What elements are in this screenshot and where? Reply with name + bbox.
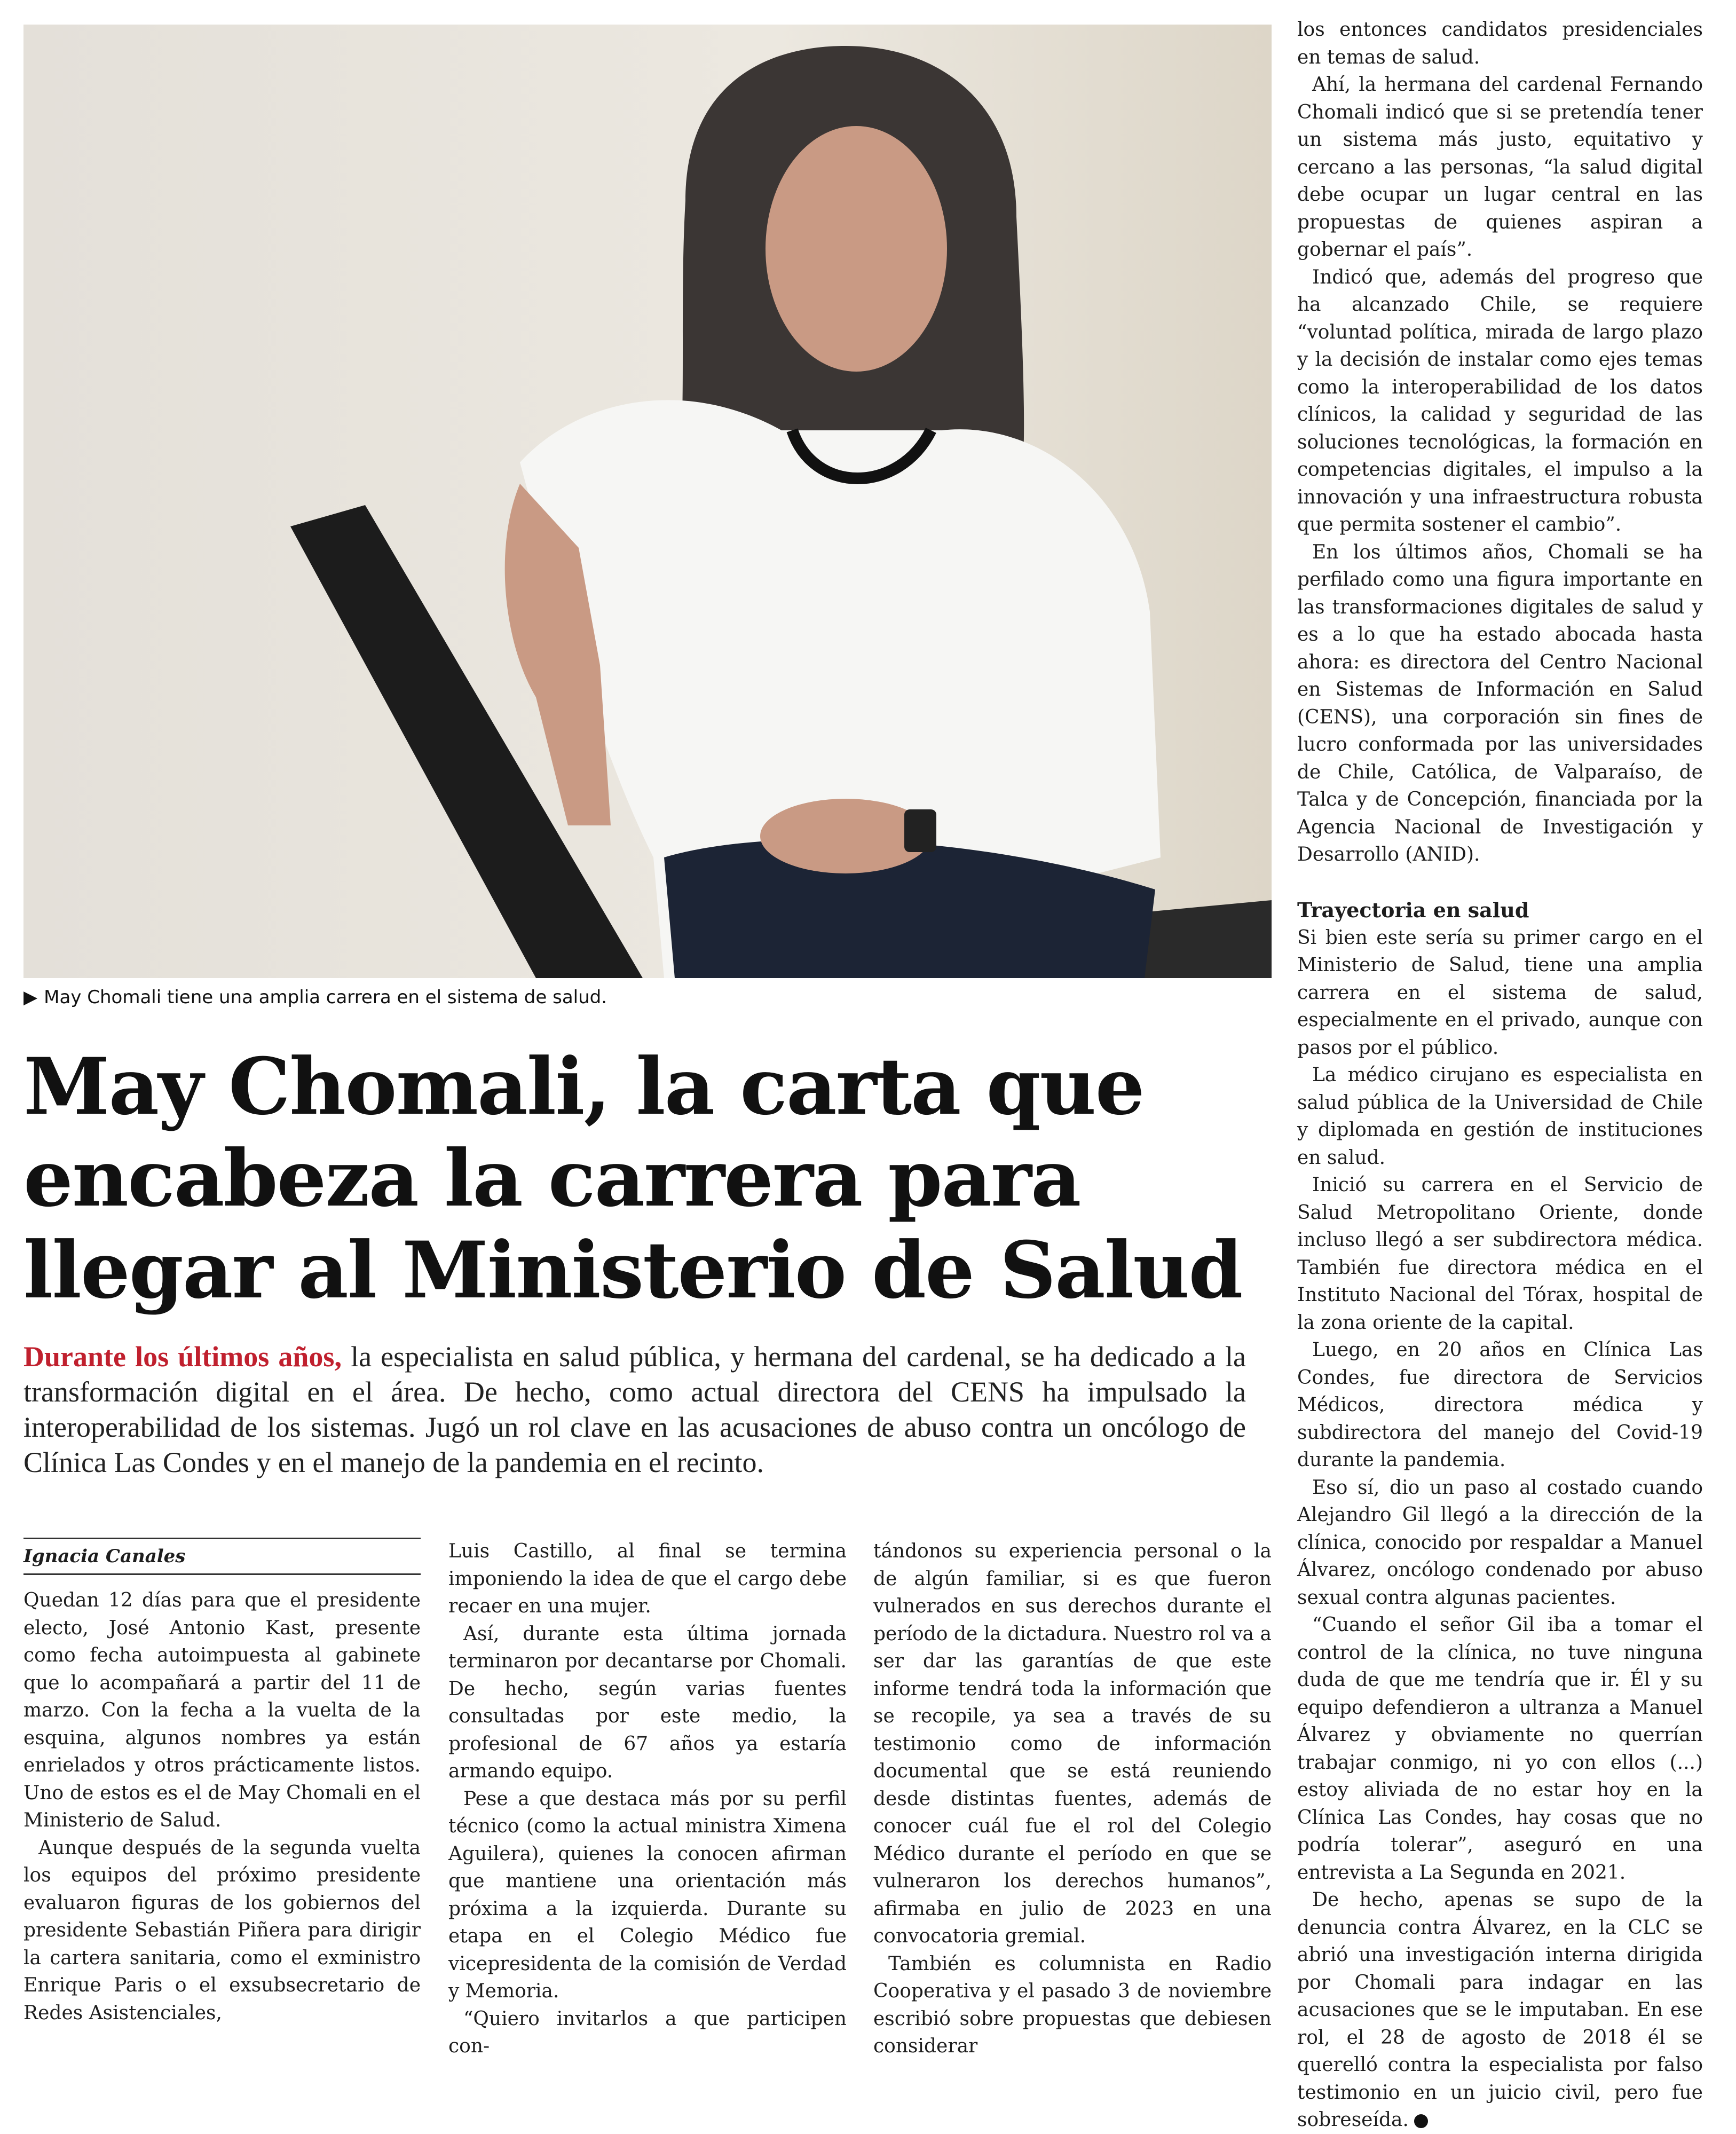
body-paragraph: “Cuando el señor Gil iba a tomar el control de la clínica, no tuve ninguna duda de que me tendría que ir. Él y su equipo defendieron a ultranza a Manuel Álvarez y obviamente no querrían trabajar conmigo, ni yo con ellos (...) estoy aliviada de no estar hoy en la Clínica Las Condes, hay cosas que no podría tolerar”, aseguró en una entrevista a La Segunda en 2021. bbox=[1297, 1614, 1703, 1884]
body-paragraph: Indicó que, además del progreso que ha alcanzado Chile, se requiere “voluntad política, mirada de largo plazo y la decisión de instalar como ejes temas como la interoperabilidad de los datos clínicos, la calidad y seguridad de las soluciones tecnológicas, la formación en competencias digitales, el impulso a la innovación y una infraestructura robusta que permita sostener el cambio”. bbox=[1297, 266, 1703, 536]
caption-text: May Chomali tiene una amplia carrera en el sistema de salud. bbox=[44, 987, 607, 1008]
end-mark-icon bbox=[1414, 2114, 1428, 2128]
body-paragraph: los entonces candidatos presidenciales en temas de salud. bbox=[1297, 19, 1703, 68]
headline-line: encabeza la carrera para bbox=[23, 1133, 1080, 1224]
body-paragraph: tándonos su experiencia personal o la de algún familiar, si es que fueron vulnerados en sus derechos durante el período de la dictadura. Nuestro rol va a ser dar las garantías de que este informe tendrá toda la información que se recopile, ya sea a través de su testimonio como de información documental que se está reuniendo desde distintas fuentes, además de conocer cuál fue el rol del Colegio Médico durante el período en que se vulneraron los derechos humanos”, afirmaba en julio de 2023 en una convocatoria gremial. bbox=[873, 1540, 1272, 1947]
body-paragraph: Quedan 12 días para que el presidente electo, José Antonio Kast, presente como fecha autoimpuesta al gabinete que lo acompañará a partir del 11 de marzo. Con la fecha a la vuelta de la esquina, algunos nombres ya están enrielados y otros prácticamente listos. Uno de estos es el de May Chomali en el Ministerio de Salud. bbox=[23, 1589, 421, 1831]
headline bbox=[23, 1041, 1251, 1317]
body-paragraph: Si bien este sería su primer cargo en el Ministerio de Salud, tiene una amplia carrera en el sistema de salud, especialmente en el privado, aunque con pasos por el público. bbox=[1297, 926, 1703, 1059]
caption-arrow-icon: ▶ bbox=[23, 987, 38, 1008]
body-paragraph: En los últimos años, Chomali se ha perfilado como una figura importante en las transformaciones digitales de salud y es a lo que ha estado abocada hasta ahora: es directora del Centro Nacional en Sistemas de Información en Salud (CENS), una corporación sin fines de lucro conformada por las universidades de Chile, Católica, de Valparaíso, de Talca y de Concepción, financiada por la Agencia Nacional de Investigación y Desarrollo (ANID). bbox=[1297, 541, 1703, 865]
body-paragraph: Así, durante esta última jornada terminaron por decantarse por Chomali. De hecho, según varias fuentes consultadas por este medio, la profesional de 67 años ya estaría armando equipo. bbox=[448, 1623, 847, 1782]
lede-paragraph bbox=[23, 1339, 1246, 1480]
body-paragraph: También es columnista en Radio Cooperativa y el pasado 3 de noviembre escribió sobre propuestas que debiesen considerar bbox=[873, 1952, 1272, 2057]
article-photo bbox=[23, 25, 1272, 978]
body-paragraph-last bbox=[1297, 1886, 1703, 2134]
body-paragraph: Aunque después de la segunda vuelta los equipos del próximo presidente evaluaron figuras de los gobiernos del presidente Sebastián Piñera para dirigir la cartera sanitaria, como el exministro Enrique Paris o el exsubsecretario de Redes Asistenciales, bbox=[23, 1837, 421, 2024]
right-column bbox=[1297, 16, 1703, 2134]
body-paragraph: La médico cirujano es especialista en salud pública de la Universidad de Chile y diplomada en gestión de instituciones en salud. bbox=[1297, 1064, 1703, 1169]
headline-line: llegar al Ministerio de Salud bbox=[23, 1225, 1242, 1316]
body-column-3 bbox=[873, 1538, 1272, 2060]
body-paragraph: Pese a que destaca más por su perfil técnico (como la actual ministra Ximena Aguilera), quienes la conocen afirman que mantiene una orientación más próxima a la izquierda. Durante su etapa en el Colegio Médico fue vicepresidenta de la comisión de Verdad y Memoria. bbox=[448, 1787, 847, 2002]
body-column-2 bbox=[448, 1538, 847, 2060]
body-paragraph: Inició su carrera en el Servicio de Salud Metropolitano Oriente, donde incluso llegó a ser subdirectora médica. También fue directora médica en el Instituto Nacional del Tórax, hospital de la zona oriente de la capital. bbox=[1297, 1174, 1703, 1334]
body-paragraph: Eso sí, dio un paso al costado cuando Alejandro Gil llegó a la dirección de la clínica, conocido por respaldar a Manuel Álvarez, oncólogo condenado por abuso sexual contra algunas pacientes. bbox=[1297, 1476, 1703, 1609]
headline-line: May Chomali, la carta que bbox=[23, 1041, 1144, 1132]
lede-text: la especialista en salud pública, y hermana del cardenal, se ha dedicado a la transformación digital en el área. De hecho, como actual directora del CENS ha impulsado la interoperabilidad de los sistemas. Jugó un rol clave en las acusaciones de abuso contra un oncólogo de Clínica Las Condes y en el manejo de la pandemia en el recinto. bbox=[23, 1341, 1246, 1478]
photo-caption bbox=[23, 983, 1272, 1011]
last-paragraph-text: De hecho, apenas se supo de la denuncia contra Álvarez, en la CLC se abrió una investigación interna dirigida por Chomali para indagar en las acusaciones que se le imputaban. En ese rol, el 28 de agosto de 2018 él se querelló contra la especialista por falso testimonio en un juicio civil, pero fue sobreseída. bbox=[1297, 1889, 1703, 2131]
body-paragraph: Ahí, la hermana del cardenal Fernando Chomali indicó que si se pretendía tener un sistema más justo, equitativo y cercano a las personas, “la salud digital debe ocupar un lugar central en las propuestas de quienes aspiran a gobernar el país”. bbox=[1297, 74, 1703, 261]
portrait-photo bbox=[23, 25, 1272, 978]
body-paragraph: Luego, en 20 años en Clínica Las Condes, fue directora de Servicios Médicos, directora médica y subdirectora del manejo del Covid-19 durante la pandemia. bbox=[1297, 1339, 1703, 1471]
lede-lead-in: Durante los últimos años, bbox=[23, 1341, 342, 1373]
byline: Ignacia Canales bbox=[23, 1538, 421, 1575]
body-column-1 bbox=[23, 1538, 421, 2027]
body-paragraph: Luis Castillo, al final se termina imponiendo la idea de que el cargo debe recaer en una mujer. bbox=[448, 1540, 847, 1617]
subheading: Trayectoria en salud bbox=[1297, 897, 1529, 922]
body-paragraph: “Quiero invitarlos a que participen con- bbox=[448, 2007, 847, 2057]
